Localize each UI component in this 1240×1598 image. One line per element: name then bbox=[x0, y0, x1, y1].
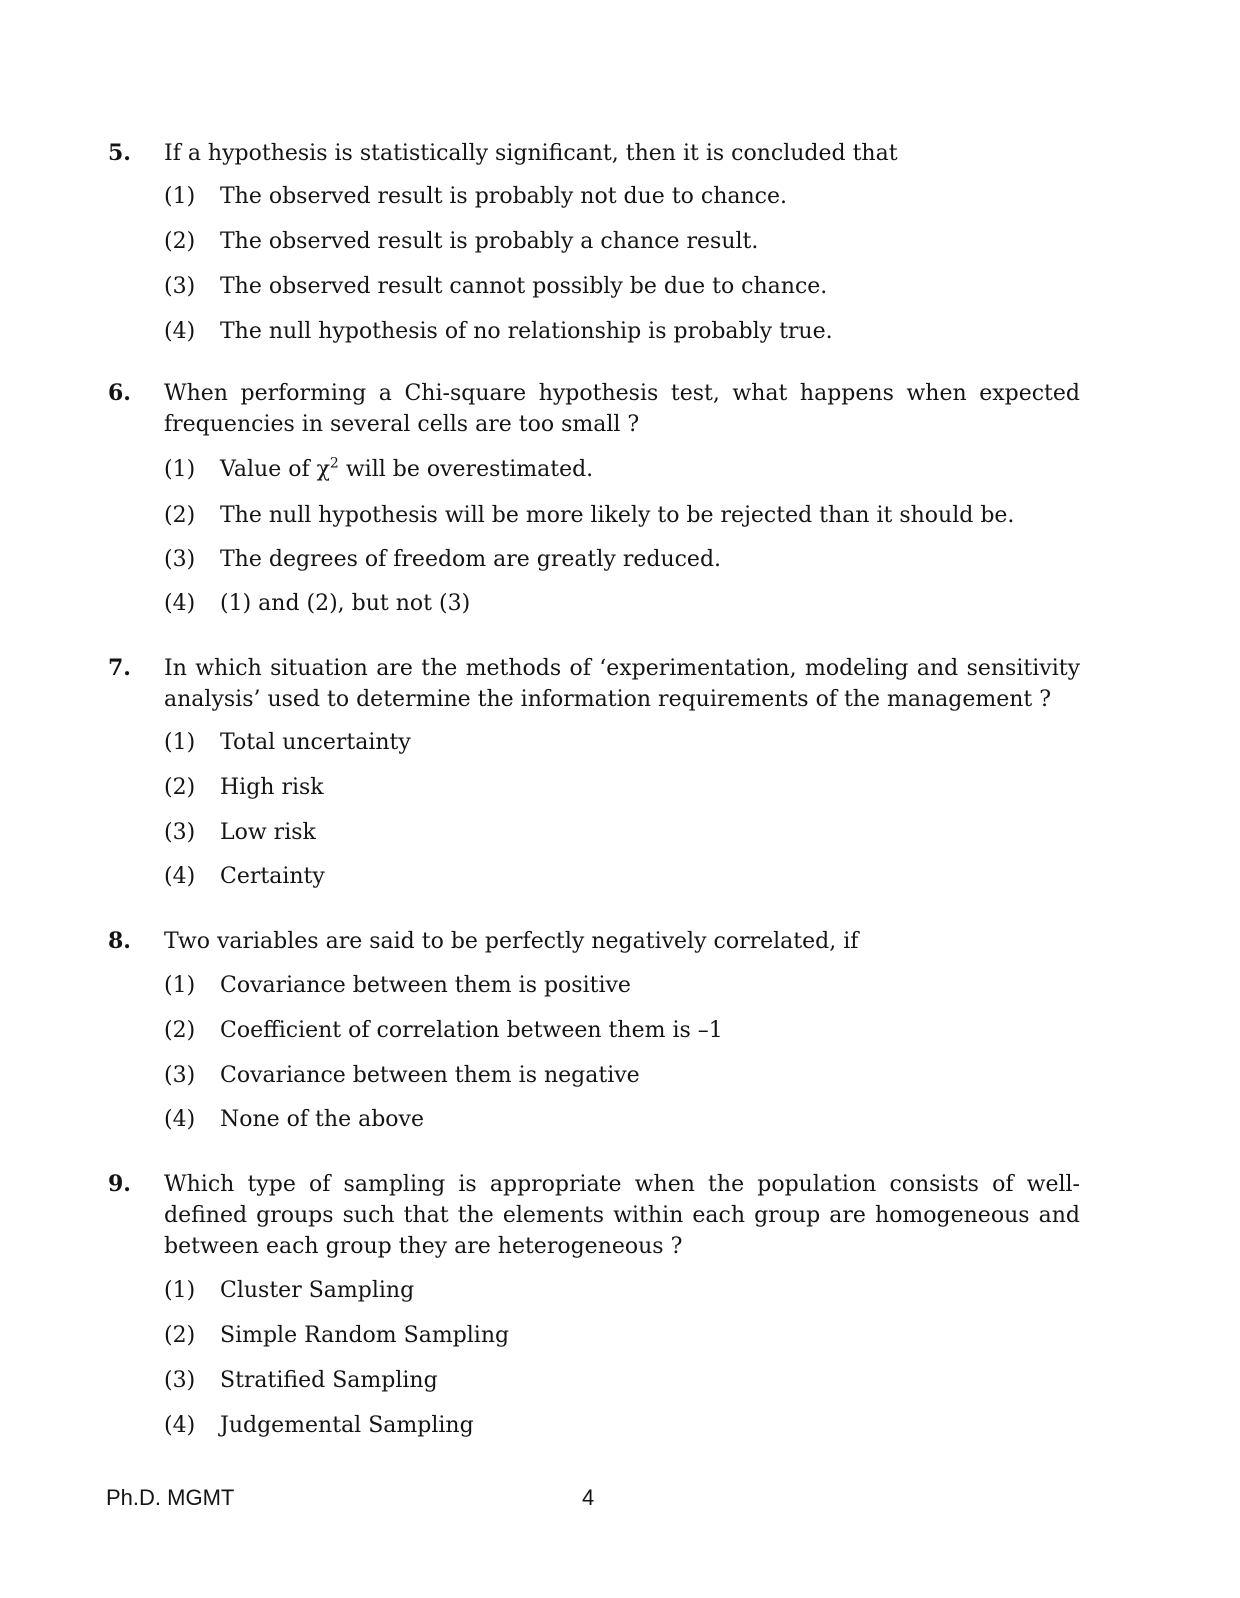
option-7-2 bbox=[0, 772, 1240, 803]
option-text: The degrees of freedom are greatly reduced. bbox=[220, 547, 722, 572]
question-text: Which type of sampling is appropriate when the population consists of well-defined groups such that the elements within each group are homogeneous and between each group they are heterogeneous ? bbox=[164, 1172, 1080, 1259]
question-text: If a hypothesis is statistically significant, then it is concluded that bbox=[164, 141, 898, 166]
option-9-3 bbox=[0, 1365, 1240, 1396]
option-label: (1) bbox=[164, 1278, 196, 1303]
option-text: (1) and (2), but not (3) bbox=[220, 591, 471, 616]
option-text: Stratified Sampling bbox=[220, 1368, 438, 1393]
option-7-1 bbox=[0, 727, 1240, 758]
question-text: In which situation are the methods of ‘experimentation, modeling and sensitivity analysis’ used to determine the information requirements of the management ? bbox=[164, 656, 1080, 712]
option-7-3 bbox=[0, 817, 1240, 848]
footer-page-number: 4 bbox=[582, 1485, 595, 1510]
option-9-2 bbox=[0, 1320, 1240, 1351]
option-9-1 bbox=[0, 1275, 1240, 1306]
option-text: High risk bbox=[220, 775, 324, 800]
option-label: (3) bbox=[164, 1368, 196, 1393]
option-text-after: will be overestimated. bbox=[338, 457, 594, 482]
option-text: Coefficient of correlation between them is –1 bbox=[220, 1018, 723, 1043]
option-label: (4) bbox=[164, 1413, 196, 1438]
option-label: (1) bbox=[164, 184, 196, 209]
question-text: Two variables are said to be perfectly negatively correlated, if bbox=[164, 929, 859, 954]
option-text: Cluster Sampling bbox=[220, 1278, 415, 1303]
option-label: (2) bbox=[164, 229, 196, 254]
option-text: Certainty bbox=[220, 864, 325, 889]
option-text: None of the above bbox=[220, 1107, 424, 1132]
question-number: 7. bbox=[108, 655, 131, 681]
option-text: The null hypothesis will be more likely to be rejected than it should be. bbox=[220, 503, 1015, 528]
option-text: The null hypothesis of no relationship is probably true. bbox=[220, 319, 833, 344]
option-label: (3) bbox=[164, 820, 196, 845]
option-label: (3) bbox=[164, 274, 196, 299]
option-8-1 bbox=[0, 970, 1240, 1001]
option-6-1 bbox=[0, 454, 1240, 485]
option-text: Low risk bbox=[220, 820, 316, 845]
option-text: Covariance between them is negative bbox=[220, 1063, 640, 1088]
option-text: The observed result cannot possibly be due to chance. bbox=[220, 274, 828, 299]
option-label: (1) bbox=[164, 973, 196, 998]
option-label: (4) bbox=[164, 591, 196, 616]
option-label: (3) bbox=[164, 1063, 196, 1088]
option-text: Judgemental Sampling bbox=[220, 1413, 474, 1438]
option-text: The observed result is probably a chance result. bbox=[220, 229, 759, 254]
option-8-4 bbox=[0, 1104, 1240, 1135]
option-label: (2) bbox=[164, 1323, 196, 1348]
option-label: (4) bbox=[164, 1107, 196, 1132]
option-8-3 bbox=[0, 1060, 1240, 1091]
option-6-2 bbox=[0, 500, 1240, 531]
option-label: (2) bbox=[164, 503, 196, 528]
question-number: 9. bbox=[108, 1171, 131, 1197]
option-label: (4) bbox=[164, 319, 196, 344]
option-text-before: Value of χ bbox=[220, 457, 330, 482]
option-6-3 bbox=[0, 544, 1240, 575]
option-label: (2) bbox=[164, 1018, 196, 1043]
option-label: (3) bbox=[164, 547, 196, 572]
chi-square-superscript: 2 bbox=[329, 455, 339, 472]
option-7-4 bbox=[0, 861, 1240, 892]
question-text: When performing a Chi-square hypothesis test, what happens when expected frequencies in several cells are too small ? bbox=[164, 381, 1080, 437]
option-text: The observed result is probably not due to chance. bbox=[220, 184, 788, 209]
option-label: (2) bbox=[164, 775, 196, 800]
option-5-3 bbox=[0, 271, 1240, 302]
option-text: Total uncertainty bbox=[220, 730, 411, 755]
question-number: 5. bbox=[108, 140, 131, 166]
option-text: Covariance between them is positive bbox=[220, 973, 631, 998]
footer-exam-code: Ph.D. MGMT bbox=[106, 1485, 235, 1510]
question-number: 6. bbox=[108, 380, 131, 406]
option-label: (4) bbox=[164, 864, 196, 889]
option-6-4 bbox=[0, 588, 1240, 619]
option-label: (1) bbox=[164, 457, 196, 482]
option-text bbox=[220, 454, 1080, 485]
option-5-4 bbox=[0, 316, 1240, 347]
option-5-1 bbox=[0, 181, 1240, 212]
option-5-2 bbox=[0, 226, 1240, 257]
question-number: 8. bbox=[108, 928, 131, 954]
option-8-2 bbox=[0, 1015, 1240, 1046]
option-text: Simple Random Sampling bbox=[220, 1323, 510, 1348]
option-9-4 bbox=[0, 1410, 1240, 1441]
option-label: (1) bbox=[164, 730, 196, 755]
